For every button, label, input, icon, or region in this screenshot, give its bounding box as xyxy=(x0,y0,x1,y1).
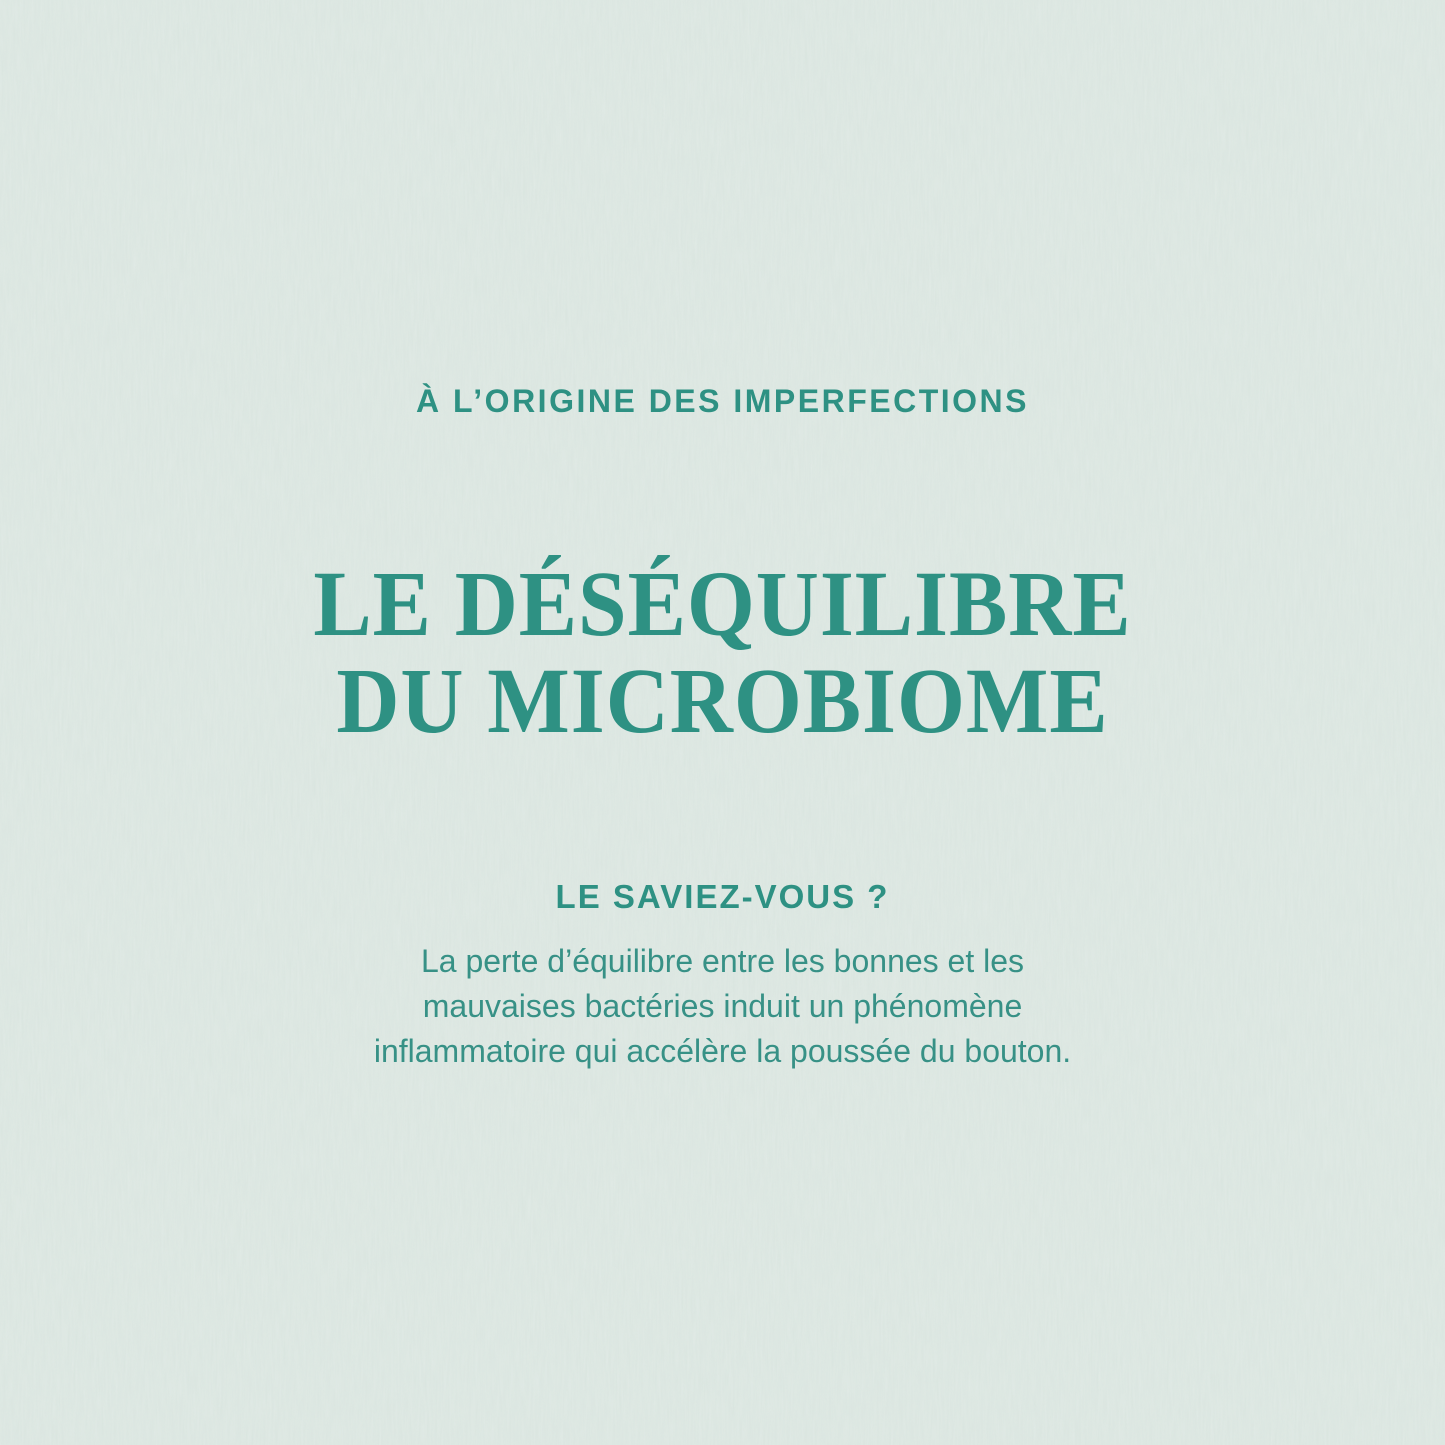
body-paragraph-line-2: mauvaises bactéries induit un phénomène xyxy=(422,988,1023,1024)
main-title xyxy=(0,553,1445,753)
did-you-know-heading: LE SAVIEZ-VOUS ? xyxy=(555,878,890,915)
eyebrow-heading: À L’ORIGINE DES IMPERFECTIONS xyxy=(416,383,1029,419)
body-paragraph xyxy=(0,939,1445,1074)
main-title-line-2: DU MICROBIOME xyxy=(336,650,1109,753)
main-title-line-1: LE DÉSÉQUILIBRE xyxy=(313,553,1132,656)
body-paragraph-line-3: inflammatoire qui accélère la poussée du bouton. xyxy=(373,1033,1072,1069)
body-paragraph-line-1: La perte d’équilibre entre les bonnes et les xyxy=(420,943,1025,979)
